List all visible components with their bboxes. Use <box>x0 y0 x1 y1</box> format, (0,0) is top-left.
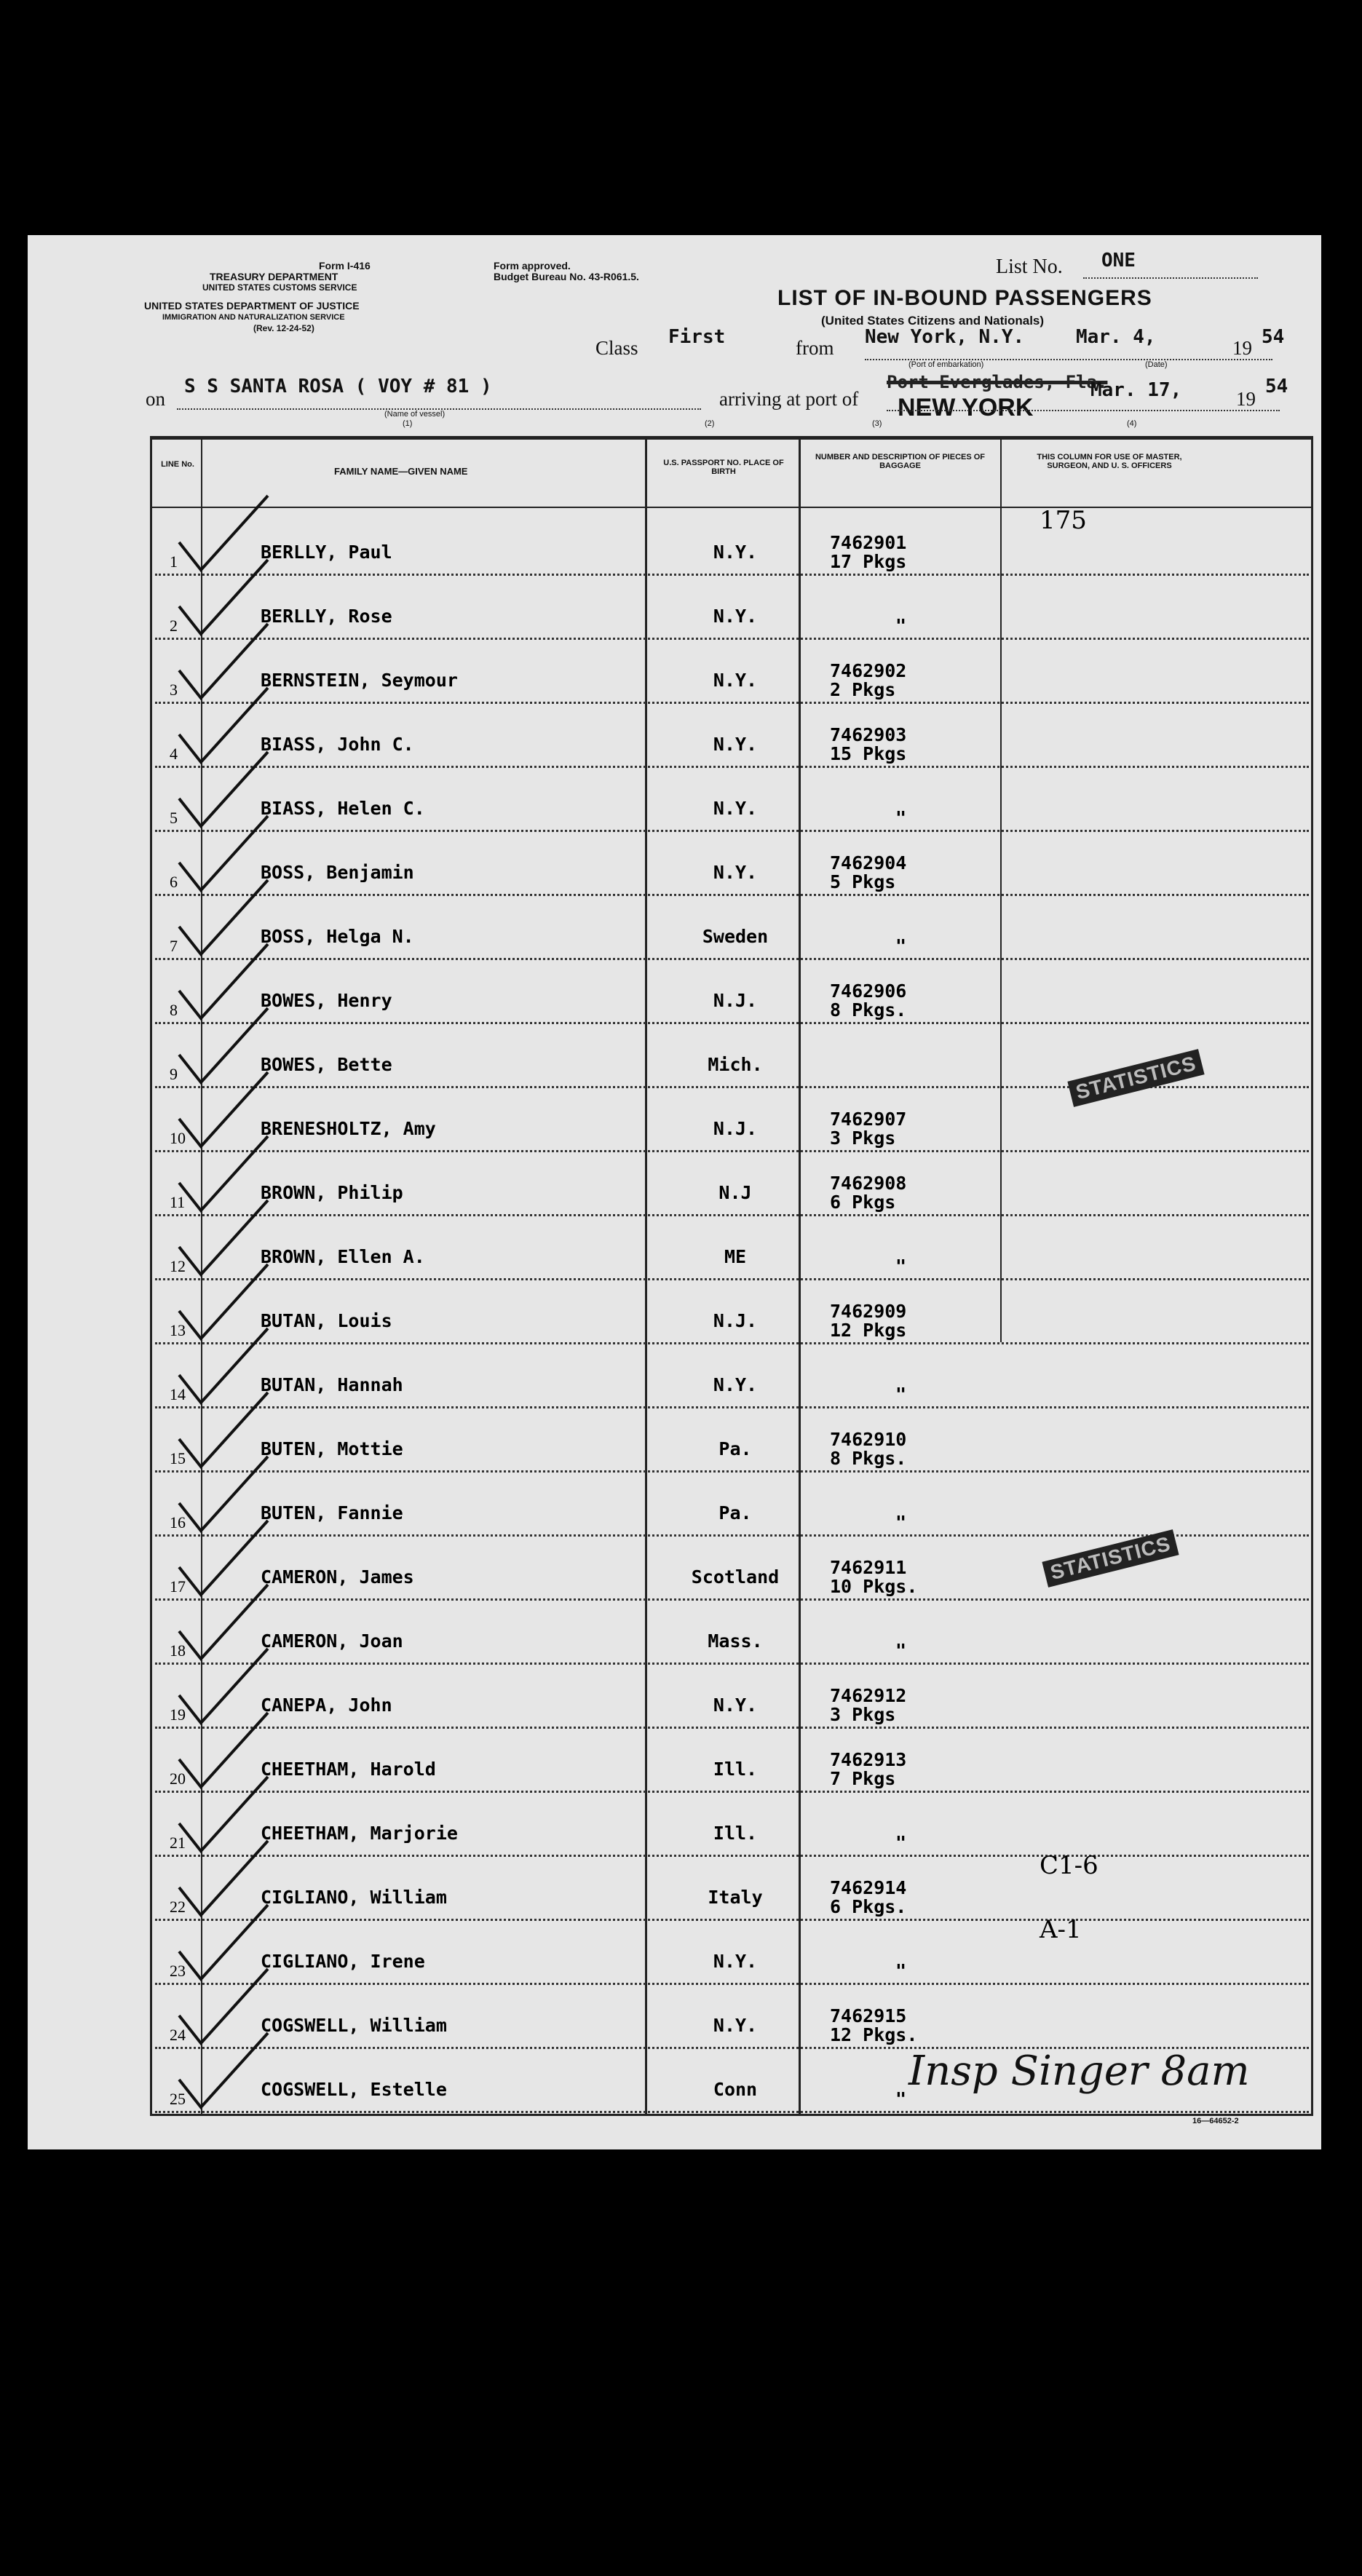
place-of-birth: N.Y. <box>713 542 758 563</box>
arrive-port-struck: Port Everglades, Fla. <box>887 372 1108 392</box>
baggage-entry <box>830 1110 1026 1148</box>
line-number: 1 <box>170 552 178 571</box>
date-caption: (Date) <box>1145 360 1168 369</box>
passenger-name: CHEETHAM, Harold <box>261 1759 436 1780</box>
list-no-label: List No. <box>996 255 1063 278</box>
passenger-name: BROWN, Ellen A. <box>261 1246 425 1267</box>
from-port: New York, N.Y. <box>865 326 1025 348</box>
col2-caption: (2) <box>705 419 715 428</box>
line-number: 8 <box>170 1001 178 1019</box>
passenger-name: CANEPA, John <box>261 1695 392 1716</box>
passenger-name: BRENESHOLTZ, Amy <box>261 1118 436 1139</box>
place-of-birth: N.Y. <box>713 1374 758 1395</box>
form-number: Form I-416 <box>319 260 371 272</box>
baggage-pieces: " <box>895 2088 907 2109</box>
place-of-birth: Italy <box>708 1887 763 1908</box>
line-number: 16 <box>170 1513 186 1531</box>
line-number: 25 <box>170 2090 186 2108</box>
passenger-name: BUTEN, Mottie <box>261 1438 403 1459</box>
manifest-sheet <box>28 235 1321 2149</box>
passenger-name: COGSWELL, Estelle <box>261 2079 447 2100</box>
baggage-entry <box>830 854 1026 892</box>
place-of-birth: N.Y. <box>713 606 758 627</box>
customs-service: UNITED STATES CUSTOMS SERVICE <box>202 282 357 293</box>
from-date: Mar. 4, <box>1076 326 1156 348</box>
manifest-title: LIST OF IN-BOUND PASSENGERS <box>777 286 1152 310</box>
place-of-birth: N.Y. <box>713 1695 758 1716</box>
baggage-number: 7462903 <box>830 724 907 745</box>
baggage-number: 7462911 <box>830 1557 907 1578</box>
baggage-pieces: 12 Pkgs. <box>830 2024 918 2045</box>
baggage-pieces: 8 Pkgs. <box>830 1448 907 1469</box>
baggage-pieces: 5 Pkgs <box>830 871 896 892</box>
place-of-birth: Conn <box>713 2079 758 2100</box>
line-number: 14 <box>170 1385 186 1403</box>
passenger-name: BUTEN, Fannie <box>261 1502 403 1523</box>
line-number: 5 <box>170 809 178 827</box>
baggage-number: 7462902 <box>830 660 907 681</box>
line-number: 17 <box>170 1577 186 1596</box>
place-of-birth: N.J <box>718 1182 752 1203</box>
baggage-number: 7462907 <box>830 1109 907 1130</box>
baggage-pieces: 2 Pkgs <box>830 679 896 700</box>
arrive-date: Mar. 17, <box>1090 379 1182 401</box>
justice-dept: UNITED STATES DEPARTMENT OF JUSTICE <box>144 300 360 312</box>
passenger-name: BIASS, Helen C. <box>261 798 425 819</box>
statistics-stamp: STATISTICS <box>1067 1049 1204 1107</box>
place-of-birth: N.J. <box>713 1118 758 1139</box>
officer-remark: 175 <box>1040 506 1087 535</box>
vessel-caption: (Name of vessel) <box>384 410 446 419</box>
statistics-stamp: STATISTICS <box>1042 1529 1179 1588</box>
embark-caption: (Port of embarkation) <box>908 360 984 369</box>
baggage-pieces: 12 Pkgs <box>830 1320 907 1341</box>
baggage-entry <box>830 1558 1026 1596</box>
line-number: 15 <box>170 1449 186 1467</box>
baggage-entry <box>830 1641 1026 1660</box>
baggage-number: 7462912 <box>830 1685 907 1706</box>
line-number: 13 <box>170 1321 186 1339</box>
line-number: 2 <box>170 617 178 635</box>
place-of-birth: N.Y. <box>713 734 758 755</box>
place-of-birth: N.Y. <box>713 1951 758 1972</box>
line-number: 19 <box>170 1705 186 1724</box>
baggage-pieces: 7 Pkgs <box>830 1768 896 1789</box>
line-number: 11 <box>170 1193 186 1211</box>
baggage-number: 7462908 <box>830 1173 907 1194</box>
from-label: from <box>796 337 834 359</box>
place-of-birth: N.Y. <box>713 862 758 883</box>
baggage-entry <box>830 1430 1026 1468</box>
baggage-entry <box>830 1385 1026 1404</box>
col4-caption: (4) <box>1127 419 1137 428</box>
passenger-name: BUTAN, Louis <box>261 1310 392 1331</box>
baggage-pieces: 6 Pkgs. <box>830 1896 907 1917</box>
place-of-birth: N.Y. <box>713 2015 758 2036</box>
baggage-pieces: 8 Pkgs. <box>830 999 907 1021</box>
passenger-name: CAMERON, James <box>261 1566 414 1588</box>
line-number: 18 <box>170 1641 186 1660</box>
baggage-pieces: " <box>895 615 907 636</box>
line-number: 20 <box>170 1769 186 1788</box>
baggage-entry <box>830 617 1026 635</box>
line-number: 3 <box>170 681 178 699</box>
passenger-name: BOWES, Henry <box>261 990 392 1011</box>
header-officers: THIS COLUMN FOR USE OF MASTER, SURGEON, AND U. S. OFFICERS <box>1037 453 1182 470</box>
baggage-pieces: " <box>895 1384 907 1405</box>
passenger-name: BROWN, Philip <box>261 1182 403 1203</box>
passenger-name: BERLLY, Paul <box>261 542 392 563</box>
baggage-number: 7462915 <box>830 2005 907 2026</box>
baggage-entry <box>830 1302 1026 1340</box>
baggage-entry <box>830 1834 1026 1852</box>
place-of-birth: Pa. <box>718 1438 752 1459</box>
baggage-entry <box>830 1751 1026 1788</box>
baggage-entry <box>830 982 1026 1020</box>
place-of-birth: Ill. <box>713 1823 758 1844</box>
header-name: FAMILY NAME—GIVEN NAME <box>334 466 468 477</box>
line-number: 21 <box>170 1834 186 1852</box>
passenger-name: CAMERON, Joan <box>261 1630 403 1652</box>
line-number: 24 <box>170 2026 186 2044</box>
form-approved: Form approved. <box>494 260 571 272</box>
revision-date: (Rev. 12-24-52) <box>253 323 314 333</box>
on-label: on <box>146 388 165 410</box>
passenger-name: CIGLIANO, Irene <box>261 1951 425 1972</box>
baggage-entry <box>830 1962 1026 1981</box>
line-number: 4 <box>170 745 178 763</box>
col1-caption: (1) <box>403 419 413 428</box>
baggage-entry <box>830 937 1026 956</box>
passenger-name: COGSWELL, William <box>261 2015 447 2036</box>
year-prefix-1: 19 <box>1232 337 1252 359</box>
baggage-pieces: 3 Pkgs <box>830 1704 896 1725</box>
baggage-entry <box>830 1687 1026 1724</box>
place-of-birth: Pa. <box>718 1502 752 1523</box>
baggage-entry <box>830 1513 1026 1532</box>
year-1: 54 <box>1262 326 1285 348</box>
year-2: 54 <box>1265 376 1288 397</box>
passenger-name: BOWES, Bette <box>261 1054 392 1075</box>
passenger-name: BERNSTEIN, Seymour <box>261 670 458 691</box>
col3-caption: (3) <box>872 419 882 428</box>
officer-remark: A-1 <box>1040 1915 1082 1944</box>
place-of-birth: N.Y. <box>713 670 758 691</box>
passenger-rows <box>28 506 1309 2113</box>
baggage-pieces: 10 Pkgs. <box>830 1576 918 1597</box>
place-of-birth: Ill. <box>713 1759 758 1780</box>
treasury-dept: TREASURY DEPARTMENT <box>210 271 338 282</box>
line-number: 12 <box>170 1257 186 1275</box>
passenger-name: BOSS, Helga N. <box>261 926 414 947</box>
baggage-pieces: " <box>895 1832 907 1853</box>
arriving-label: arriving at port of <box>719 388 859 410</box>
passenger-name: BOSS, Benjamin <box>261 862 414 883</box>
baggage-entry <box>830 1257 1026 1276</box>
place-of-birth: Mich. <box>708 1054 763 1075</box>
manifest-subtitle: (United States Citizens and Nationals) <box>821 314 1045 328</box>
baggage-pieces: 3 Pkgs <box>830 1128 896 1149</box>
baggage-pieces: " <box>895 1640 907 1661</box>
budget-bureau: Budget Bureau No. 43-R061.5. <box>494 271 639 282</box>
vessel-name: S S SANTA ROSA ( VOY # 81 ) <box>184 376 492 397</box>
line-number: 23 <box>170 1962 186 1980</box>
baggage-entry <box>830 1174 1026 1212</box>
baggage-pieces: 15 Pkgs <box>830 743 907 764</box>
baggage-number: 7462904 <box>830 852 907 873</box>
line-number: 6 <box>170 873 178 891</box>
header-baggage: NUMBER AND DESCRIPTION OF PIECES OF BAGGAGE <box>815 453 986 470</box>
baggage-entry <box>830 1879 1026 1917</box>
baggage-entry <box>830 534 1026 571</box>
passenger-name: CHEETHAM, Marjorie <box>261 1823 458 1844</box>
place-of-birth: Mass. <box>708 1630 763 1652</box>
place-of-birth: N.J. <box>713 1310 758 1331</box>
passenger-name: CIGLIANO, William <box>261 1887 447 1908</box>
baggage-number: 7462913 <box>830 1749 907 1770</box>
place-of-birth: Scotland <box>691 1566 780 1588</box>
baggage-entry <box>830 809 1026 828</box>
passenger-name: BIASS, John C. <box>261 734 414 755</box>
baggage-number: 7462914 <box>830 1877 907 1898</box>
line-number: 7 <box>170 937 178 955</box>
ins-service: IMMIGRATION AND NATURALIZATION SERVICE <box>162 313 345 322</box>
check-mark-icon <box>173 2029 275 2116</box>
header-line-no: LINE No. <box>161 460 194 469</box>
baggage-pieces: 17 Pkgs <box>830 551 907 572</box>
baggage-entry <box>830 662 1026 700</box>
baggage-entry <box>830 2007 1026 2045</box>
inspector-signature: Insp Singer 8am <box>908 2048 1250 2095</box>
place-of-birth: N.J. <box>713 990 758 1011</box>
baggage-pieces: " <box>895 1256 907 1277</box>
line-number: 9 <box>170 1065 178 1083</box>
footer-code: 16—64652-2 <box>1192 2117 1239 2125</box>
baggage-number: 7462901 <box>830 532 907 553</box>
class-label: Class <box>595 337 638 359</box>
officer-remark: C1-6 <box>1040 1851 1098 1880</box>
list-no-value: ONE <box>1101 250 1136 272</box>
baggage-pieces: " <box>895 807 907 828</box>
class-value: First <box>668 326 726 348</box>
passenger-name: BERLLY, Rose <box>261 606 392 627</box>
arrive-port: NEW YORK <box>898 394 1034 421</box>
baggage-pieces: " <box>895 1512 907 1533</box>
place-of-birth: ME <box>724 1246 747 1267</box>
passenger-name: BUTAN, Hannah <box>261 1374 403 1395</box>
year-prefix-2: 19 <box>1236 388 1256 410</box>
baggage-pieces: " <box>895 935 907 956</box>
place-of-birth: Sweden <box>702 926 769 947</box>
place-of-birth: N.Y. <box>713 798 758 819</box>
baggage-number: 7462910 <box>830 1429 907 1450</box>
line-number: 22 <box>170 1898 186 1916</box>
baggage-pieces: " <box>895 1960 907 1981</box>
baggage-number: 7462906 <box>830 980 907 1002</box>
line-number: 10 <box>170 1129 186 1147</box>
baggage-number: 7462909 <box>830 1301 907 1322</box>
baggage-pieces: 6 Pkgs <box>830 1192 896 1213</box>
baggage-entry <box>830 726 1026 764</box>
header-passport: U.S. PASSPORT NO. PLACE OF BIRTH <box>663 459 784 476</box>
